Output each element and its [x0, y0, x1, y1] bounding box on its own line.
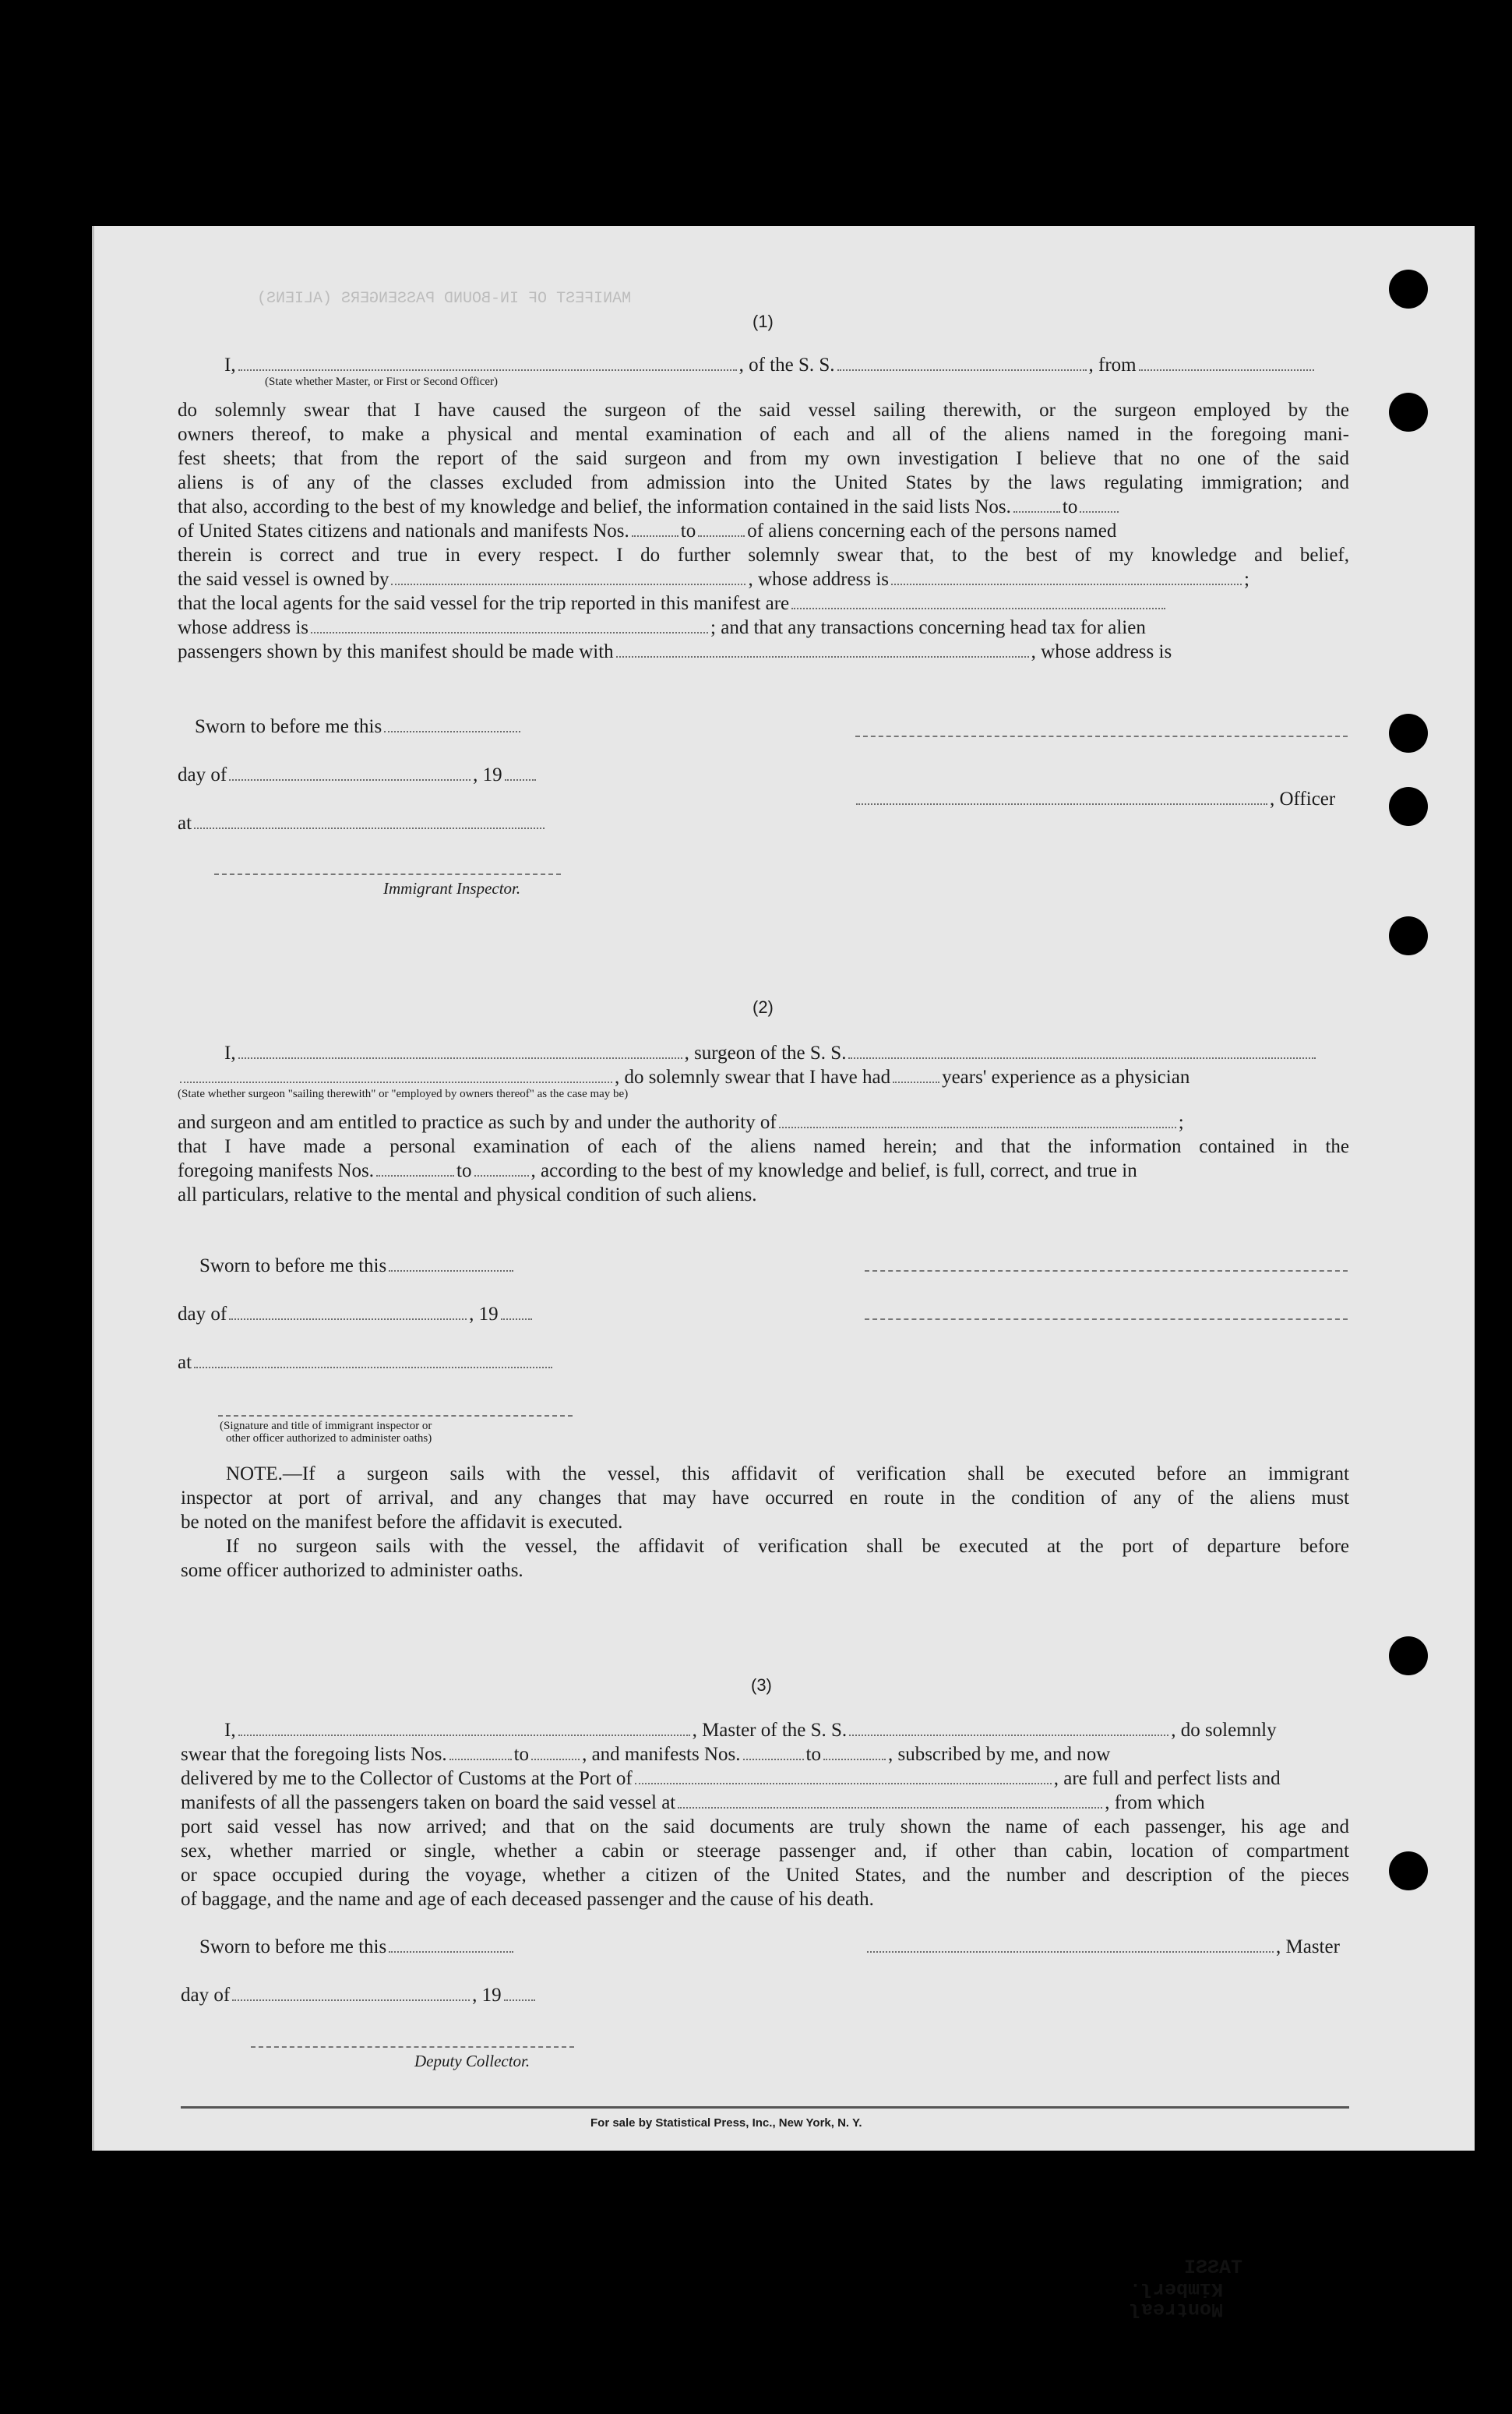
immigrant-inspector-caption: Immigrant Inspector.: [383, 879, 521, 898]
printer-imprint: For sale by Statistical Press, Inc., New York, N. Y.: [590, 2116, 862, 2130]
oath-paragraph-line: do solemnly swear that I have caused the surgeon of the said vessel sailing therewith, or the surgeon employed by the: [178, 400, 1349, 421]
sworn-before-label: Sworn to before me this: [199, 1254, 516, 1278]
caption-signature-title: (Signature and title of immigrant inspector or: [220, 1420, 432, 1432]
signature-line: [218, 1415, 573, 1417]
note-line: inspector at port of arrival, and any changes that may have occurred en route in the condition of any of the aliens must: [181, 1488, 1349, 1509]
surgeon-paragraph-line: and surgeon and am entitled to practice as such by and under the authority of ;: [178, 1112, 1184, 1133]
surgeon-paragraph-line: all particulars, relative to the mental and physical condition of such aliens.: [178, 1184, 757, 1205]
oath-paragraph-line: passengers shown by this manifest should be made with , whose address is: [178, 641, 1172, 662]
section-2-line-2: , do solemnly swear that I have had years' experience as a physician: [178, 1065, 1190, 1089]
oath-paragraph-line: of United States citizens and nationals and manifests Nos. to of aliens concerning each of the persons named: [178, 521, 1117, 542]
section-3-line-2: swear that the foregoing lists Nos. to , and manifests Nos. to , subscribed by me, and now: [181, 1744, 1111, 1765]
oath-paragraph-line: owners thereof, to make a physical and mental examination of each and all of the aliens named in the foregoing mani-: [178, 424, 1349, 445]
punch-hole: [1389, 393, 1428, 432]
caption-officer-rank: (State whether Master, or First or Second Officer): [265, 376, 499, 388]
mirrored-stamp-line: TASSI: [1184, 2257, 1243, 2279]
oath-paragraph-line: the said vessel is owned by , whose address is ;: [178, 569, 1249, 590]
section-3-line: of baggage, and the name and age of each deceased passenger and the cause of his death.: [181, 1889, 874, 1910]
note-line: NOTE.—If a surgeon sails with the vessel, this affidavit of verification shall be executed before an immigrant: [226, 1463, 1349, 1484]
oath-paragraph-line: fest sheets; that from the report of the said surgeon and from my own investigation I believe that no one of the said: [178, 448, 1349, 469]
note-line: some officer authorized to administer oaths.: [181, 1560, 523, 1581]
punch-hole: [1389, 787, 1428, 826]
surgeon-signature-line: [865, 1318, 1348, 1320]
day-of-label: day of , 19: [178, 763, 538, 787]
punch-hole: [1389, 714, 1428, 753]
section-2-line-1: I, , surgeon of the S. S.: [224, 1041, 1318, 1065]
section-1-line-1: I, , of the S. S. , from: [224, 353, 1316, 377]
oath-paragraph-line: whose address is ; and that any transactions concerning head tax for alien: [178, 617, 1146, 638]
punch-hole: [1389, 2236, 1428, 2275]
punch-hole: [1389, 1851, 1428, 1890]
punch-hole: [1389, 2157, 1428, 2196]
section-1-number: (1): [752, 312, 774, 331]
caption-surgeon-type: (State whether surgeon "sailing therewith" or "employed by owners thereof" as the case may be): [178, 1088, 629, 1100]
surgeon-signature-line: [865, 1270, 1348, 1272]
deputy-collector-caption: Deputy Collector.: [414, 2052, 530, 2070]
officer-signature-line-top: [855, 736, 1348, 737]
oath-paragraph-line: therein is correct and true in every respect. I do further solemnly swear that, to the best of my knowledge and belief,: [178, 545, 1349, 566]
surgeon-paragraph-line: foregoing manifests Nos. to , according to the best of my knowledge and belief, is full, correct, and true in: [178, 1160, 1137, 1181]
inspector-signature-line: [214, 873, 561, 875]
section-3-line: sex, whether married or single, whether a cabin or steerage passenger and, if other than cabin, location of compartment: [181, 1840, 1349, 1862]
punch-hole: [1389, 270, 1428, 309]
mirrored-stamp-line: Kimberl.: [1130, 2278, 1224, 2300]
oath-paragraph-line: that also, according to the best of my knowledge and belief, the information contained in the said lists Nos. to: [178, 495, 1121, 519]
oath-paragraph-line: aliens is of any of the classes excluded from admission into the United States by the laws regulating immigration; and: [178, 472, 1349, 493]
surgeon-paragraph-line: that I have made a personal examination of each of the aliens named herein; and that the information contained in the: [178, 1136, 1349, 1157]
footer-rule: [181, 2106, 1349, 2109]
day-of-label: day of , 19: [178, 1302, 534, 1326]
punch-hole: [1389, 1636, 1428, 1675]
section-3-number: (3): [751, 1675, 772, 1695]
section-3-line-3: delivered by me to the Collector of Customs at the Port of , are full and perfect lists and: [181, 1768, 1281, 1789]
sworn-before-label: Sworn to before me this: [195, 715, 523, 739]
mirrored-stamp-line: Montreal: [1130, 2298, 1224, 2320]
officer-signature: , Officer: [854, 787, 1335, 811]
section-3-line-1: I, , Master of the S. S. , do solemnly: [224, 1720, 1277, 1741]
sworn-before-label: Sworn to before me this: [199, 1935, 516, 1959]
at-label: at: [178, 1350, 555, 1375]
day-of-label: day of , 19: [181, 1983, 537, 2007]
oath-paragraph-line: that the local agents for the said vessel for the trip reported in this manifest are: [178, 591, 1168, 616]
at-label: at: [178, 811, 547, 835]
section-3-line-4: manifests of all the passengers taken on board the said vessel at , from which: [181, 1792, 1205, 1813]
section-2-number: (2): [752, 997, 774, 1017]
bleed-through-heading: MANIFEST OF IN-BOUND PASSENGERS (ALIENS): [257, 290, 632, 308]
punch-hole: [1389, 916, 1428, 955]
section-3-line: or space occupied during the voyage, whether a citizen of the United States, and the number and description of the pieces: [181, 1865, 1349, 1886]
note-line: If no surgeon sails with the vessel, the affidavit of verification shall be executed at the port of departure before: [226, 1536, 1349, 1557]
section-3-line: port said vessel has now arrived; and that on the said documents are truly shown the name of each passenger, his age and: [181, 1816, 1349, 1837]
note-line: be noted on the manifest before the affidavit is executed.: [181, 1512, 623, 1533]
collector-signature-line: [251, 2046, 574, 2048]
caption-signature-title: other officer authorized to administer oaths): [226, 1432, 432, 1445]
master-signature: , Master: [865, 1935, 1340, 1959]
